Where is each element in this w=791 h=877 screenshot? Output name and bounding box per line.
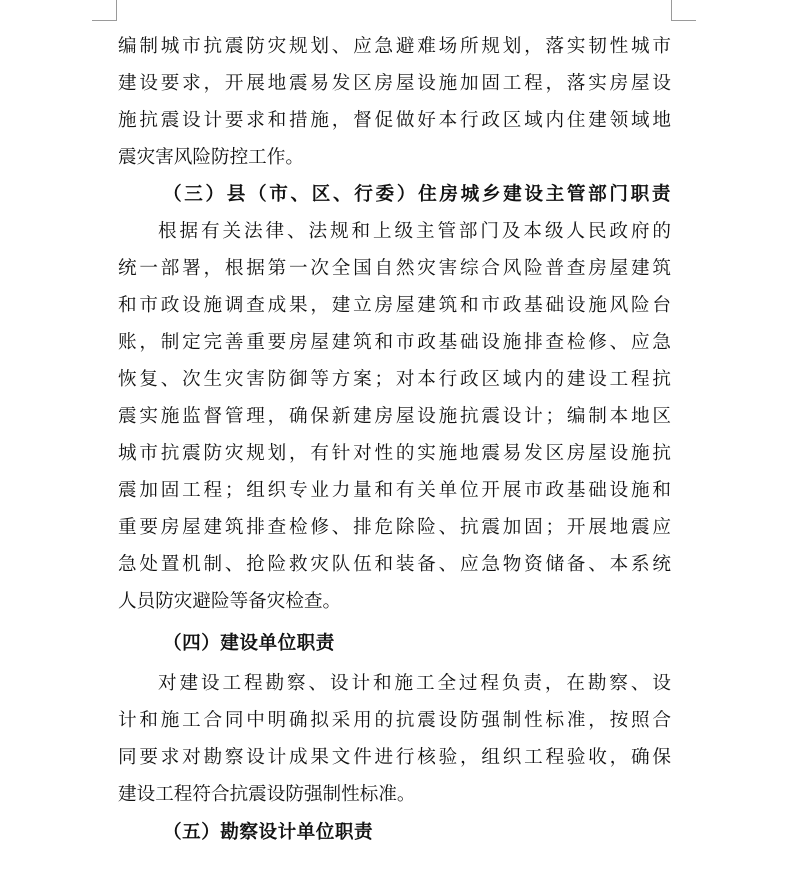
paragraph-line: 重要房屋建筑排查检修、排危除险、抗震加固；开展地震应 (118, 517, 671, 538)
paragraph-line: 统一部署，根据第一次全国自然灾害综合风险普查房屋建筑 (118, 258, 671, 279)
paragraph-line: 根据有关法律、法规和上级主管部门及本级人民政府的 (158, 221, 671, 242)
paragraph-line: 和市政设施调查成果，建立房屋建筑和市政基础设施风险台 (118, 295, 671, 316)
paragraph-line: 恢复、次生灾害防御等方案；对本行政区域内的建设工程抗 (118, 369, 671, 390)
paragraph-line: 施抗震设计要求和措施，督促做好本行政区域内住建领域地 (118, 110, 671, 131)
section-heading-4: （四）建设单位职责 (163, 633, 335, 654)
paragraph-line: 震加固工程；组织专业力量和有关单位开展市政基础设施和 (118, 480, 671, 501)
crop-mark-top-left (92, 0, 117, 21)
paragraph-line: 账，制定完善重要房屋建筑和市政基础设施排查检修、应急 (118, 332, 671, 353)
paragraph-line: 城市抗震防灾规划，有针对性的实施地震易发区房屋设施抗 (118, 443, 671, 464)
paragraph-line: 震实施监督管理，确保新建房屋设施抗震设计；编制本地区 (118, 406, 671, 427)
paragraph-line: 急处置机制、抢险救灾队伍和装备、应急物资储备、本系统 (118, 554, 671, 575)
section-heading-3: （三）县（市、区、行委）住房城乡建设主管部门职责 (163, 184, 671, 205)
section-heading-5: （五）勘察设计单位职责 (163, 822, 374, 843)
paragraph-line: 建设工程符合抗震设防强制性标准。 (118, 784, 416, 805)
paragraph-line: 计和施工合同中明确拟采用的抗震设防强制性标准，按照合 (118, 710, 671, 731)
paragraph-line: 对建设工程勘察、设计和施工全过程负责，在勘察、设 (158, 673, 671, 694)
paragraph-line: 震灾害风险防控工作。 (118, 147, 304, 168)
paragraph-line: 人员防灾避险等备灾检查。 (118, 591, 342, 612)
paragraph-line: 编制城市抗震防灾规划、应急避难场所规划，落实韧性城市 (118, 36, 671, 57)
crop-mark-top-right (671, 0, 696, 21)
paragraph-line: 同要求对勘察设计成果文件进行核验，组织工程验收，确保 (118, 747, 671, 768)
paragraph-line: 建设要求，开展地震易发区房屋设施加固工程，落实房屋设 (118, 73, 671, 94)
